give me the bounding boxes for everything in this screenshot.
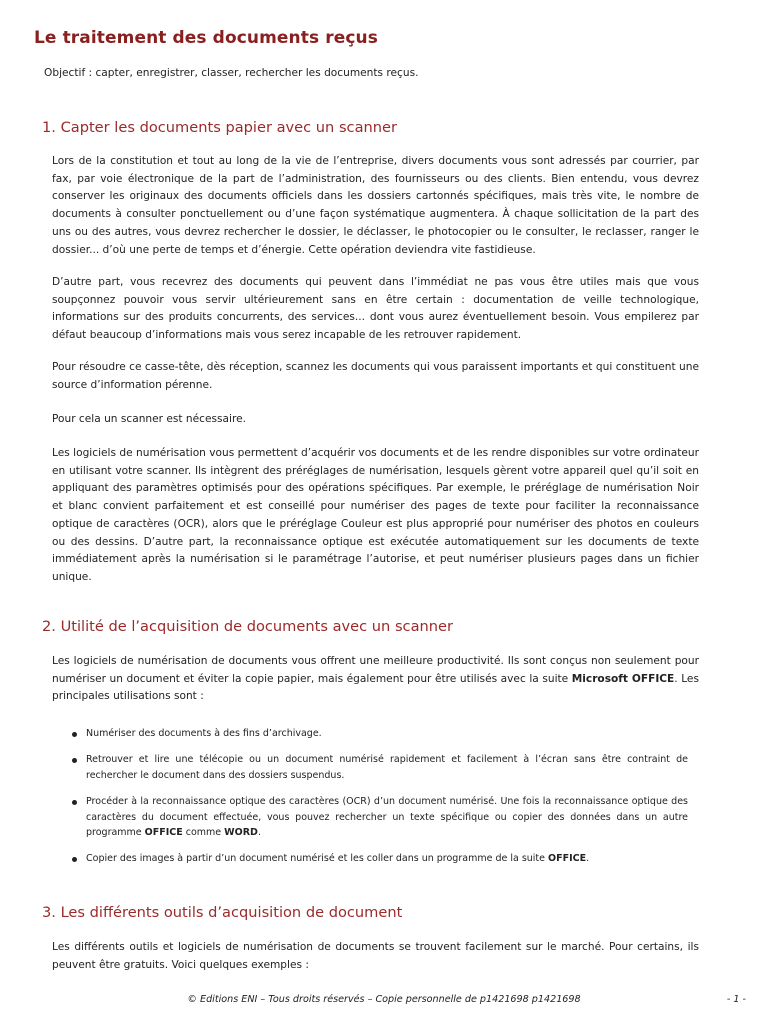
- section-1-paragraph-5: Les logiciels de numérisation vous permettent d’acquérir vos documents et de les rendre disponibles sur votre ordinateur en utilisant votre scanner. Ils intègrent des préréglages de numérisation, lesquels gèrent votre appareil quel qu’il soit en appliquant des paramètres optimisés pour des opérations spécifiques. Par exemple, le préréglage de numérisation Noir et blanc convient parfaitement et est conseillé pour numériser des pages de texte pour faciliter la reconnaissance optique de caractères (OCR), alors que le préréglage Couleur est plus approprié pour numériser des photos en couleurs ou des dessins. D’autre part, la reconnaissance optique est exécutée automatiquement sur les documents de texte immédiatement après la numérisation si le paramétrage l’autorise, et peut numériser plusieurs pages dans un fichier unique.: [52, 447, 699, 583]
- list-item-bold: WORD: [224, 827, 258, 839]
- copyright-text: © Editions ENI – Tous droits réservés – Copie personnelle de p1421698 p1421698: [187, 994, 581, 1005]
- section-3-paragraph: Les différents outils et logiciels de numérisation de documents se trouvent facilement sur le marché. Pour certains, ils peuvent être gratuits. Voici quelques exemples :: [52, 941, 699, 971]
- list-item: [72, 851, 688, 866]
- list-item-bold: OFFICE: [144, 827, 183, 839]
- page-title: Le traitement des documents reçus: [34, 28, 378, 48]
- section-1-paragraph-4: Pour cela un scanner est nécessaire.: [52, 413, 246, 425]
- list-item-bold: OFFICE: [548, 853, 587, 865]
- page-footer: [0, 994, 768, 1008]
- list-item-text: Copier des images à partir d’un document numérisé et les coller dans un programme de la suite: [86, 853, 549, 865]
- bullet-icon: [72, 800, 77, 805]
- list-item: [72, 726, 688, 741]
- section-2-intro-end: . Les principales utilisations sont :: [52, 672, 699, 703]
- section-2-intro-brand: Microsoft OFFICE: [571, 672, 675, 685]
- uses-list: [72, 726, 688, 867]
- section-1-paragraph-2: D’autre part, vous recevrez des documents qui peuvent dans l’immédiat ne pas vous être utiles mais que vous soupçonnez pouvoir vous servir ultérieurement sans en être certain : documentation de veille technologique, informations sur des produits concurrents, des services... dont vous aurez éventuellement besoin. Vous empilerez par défaut beaucoup d’informations mais vous serez incapable de les retrouver rapidement.: [52, 276, 699, 342]
- section-1-title: 1. Capter les documents papier avec un scanner: [42, 119, 397, 136]
- list-item-text: .: [257, 827, 261, 839]
- bullet-icon: [72, 857, 77, 862]
- list-item-text: Procéder à la reconnaissance optique des caractères (OCR) d’un document numérisé. Une fois la reconnaissance optique des caractères du document effectuée, vous pouvez rechercher un texte spécifique ou copier des données dans un autre programme: [86, 796, 688, 839]
- section-3-title: 3. Les différents outils d’acquisition de document: [42, 904, 403, 921]
- list-item: [72, 752, 688, 783]
- bullet-icon: [72, 732, 77, 737]
- list-item: [72, 794, 688, 840]
- objective-text: Objectif : capter, enregistrer, classer, rechercher les documents reçus.: [44, 67, 419, 79]
- list-item-text: Retrouver et lire une télécopie ou un document numérisé rapidement et facilement à l’écran sans être contraint de rechercher le document dans des dossiers suspendus.: [86, 754, 688, 781]
- section-2-intro-text: Les logiciels de numérisation de documents vous offrent une meilleure productivité. Ils sont conçus non seulement pour numériser un document et éviter la copie papier, mais également pour être utilisés avec la suite: [52, 655, 699, 685]
- page-number: - 1 -: [726, 994, 746, 1005]
- list-item-text: Numériser des documents à des fins d’archivage.: [86, 728, 322, 739]
- section-1-paragraph-1: Lors de la constitution et tout au long de la vie de l’entreprise, divers documents vous sont adressés par courrier, par fax, par voie électronique de la part de l’administration, des fournisseurs ou des clients. Bien entendu, vous devrez conserver les originaux des documents officiels dans les dossiers cartonnés spécifiques, mais très vite, le nombre de documents à consulter ponctuellement ou d’une façon systématique augmentera. À chaque sollicitation de la part des uns ou des autres, vous devrez rechercher le dossier, le déclasser, le photocopier ou le consulter, le reclasser, ranger le dossier... d’où une perte de temps et d’énergie. Cette opération deviendra vite fastidieuse.: [52, 155, 699, 256]
- bullet-icon: [72, 758, 77, 763]
- section-2-title: 2. Utilité de l’acquisition de documents avec un scanner: [42, 618, 453, 635]
- list-item-text: comme: [182, 827, 225, 839]
- section-2-intro: [52, 653, 699, 706]
- list-item-text: .: [586, 853, 590, 865]
- section-1-paragraph-3: Pour résoudre ce casse-tête, dès réception, scannez les documents qui vous paraissent importants et qui constituent une source d’information pérenne.: [52, 361, 699, 391]
